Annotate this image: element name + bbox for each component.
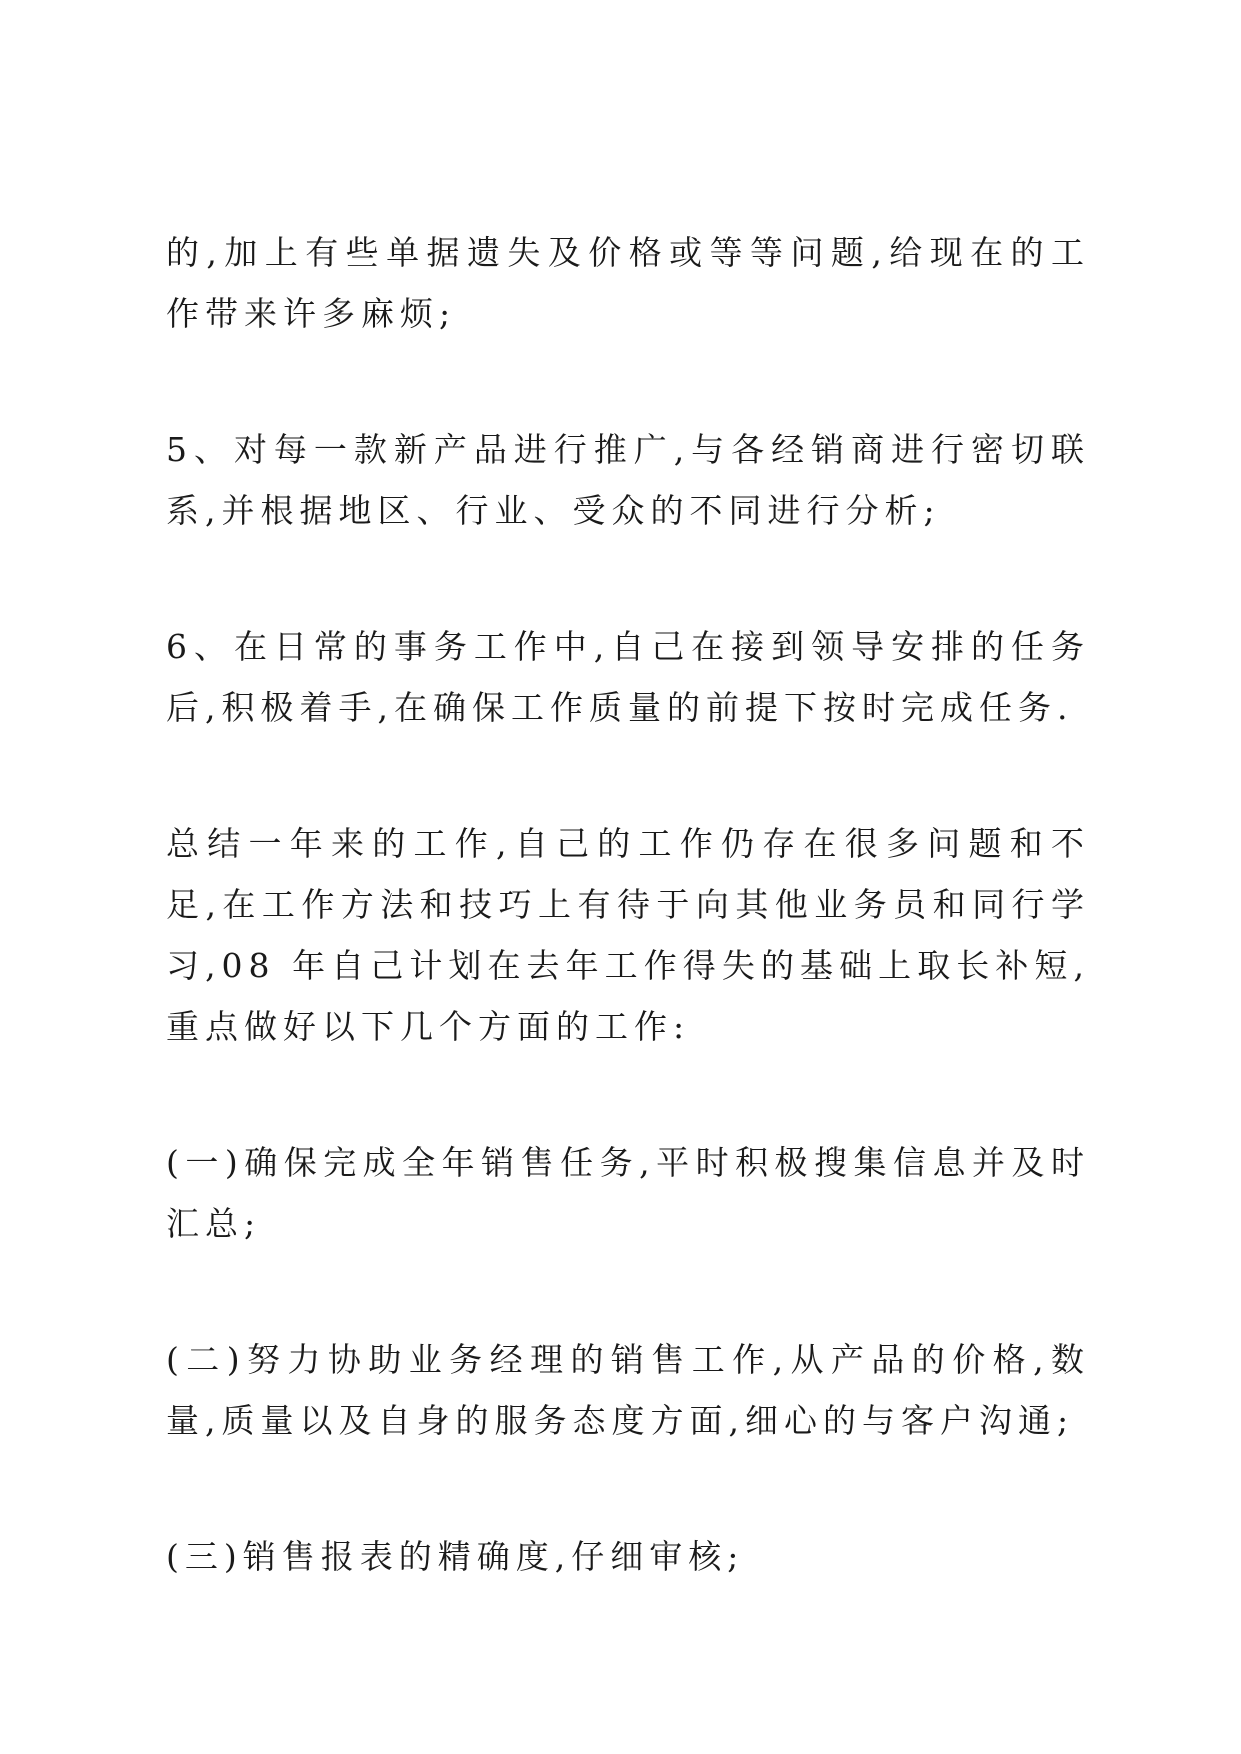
paragraph-item-6: 6、在日常的事务工作中,自己在接到领导安排的任务后,积极着手,在确保工作质量的前提下按时完成任务. — [166, 627, 1090, 727]
paragraph-item-5: 5、对每一款新产品进行推广,与各经销商进行密切联系,并根据地区、行业、受众的不同进行分析; — [166, 430, 1090, 530]
paragraph-continuation: 的,加上有些单据遗失及价格或等等问题,给现在的工作带来许多麻烦; — [166, 233, 1090, 333]
paragraph-summary: 总结一年来的工作,自己的工作仍存在很多问题和不足,在工作方法和技巧上有待于向其他业务员和同行学习,08 年自己计划在去年工作得失的基础上取长补短,重点做好以下几个方面的工作: — [166, 824, 1090, 1046]
paragraph-plan-3: (三)销售报表的精确度,仔细审核; — [166, 1537, 745, 1576]
paragraph-plan-2: (二)努力协助业务经理的销售工作,从产品的价格,数量,质量以及自身的服务态度方面,细心的与客户沟通; — [166, 1340, 1090, 1440]
paragraph-plan-1: (一)确保完成全年销售任务,平时积极搜集信息并及时汇总; — [166, 1143, 1090, 1243]
document-body — [166, 222, 1090, 1587]
